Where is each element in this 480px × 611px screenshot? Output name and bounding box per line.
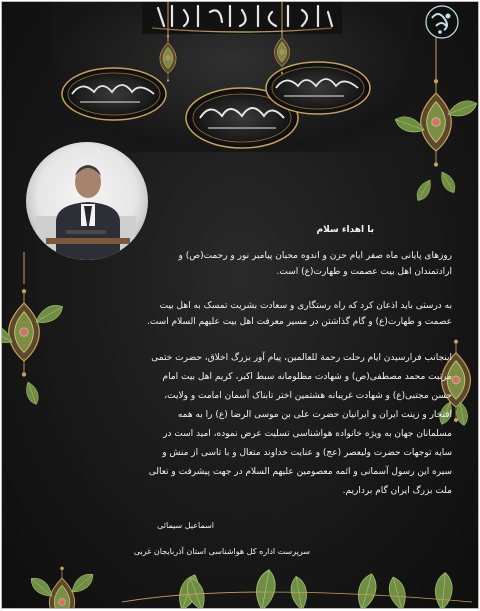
paragraph3-line5: مسلمانان جهان به ویژه خانواده هواشناسی تسلیت عرض نموده، امید است در bbox=[163, 429, 452, 439]
paragraph3-line8: ملت بزرگ ایران گام برداریم. bbox=[342, 486, 452, 496]
ornament-left bbox=[2, 252, 66, 406]
paragraph2-line1: به درستی باید اذعان کرد که راه رستگاری و سعادت بشریت تمسک به اهل بیت bbox=[159, 301, 452, 311]
letter-frame bbox=[1, 1, 479, 609]
bottom-foliage bbox=[122, 568, 472, 609]
ornament-right-upper bbox=[393, 22, 479, 203]
paragraph3-line3: حسن مجتبی(ع) و شهادت غریبانه هشتمین اختر تابناک آسمان امامت و ولایت، bbox=[164, 391, 452, 401]
paragraph3-line2: مرتبت محمد مصطفی(ص) و شهادت مظلومانه سبط اکبر، کریم اهل بیت امام bbox=[162, 372, 452, 382]
greeting: با اهداء سلام bbox=[316, 225, 374, 235]
paragraph3-line6: سایه توجهات حضرت ولیعصر (عج) و عنایت خداوند متعال و با تاسی از منش و bbox=[162, 448, 452, 458]
meteorology-org-logo-icon bbox=[426, 6, 458, 38]
paragraph3-line4: افتخار و زینت ایران و ایرانیان حضرت علی بن موسی الرضا (ع) را به همه bbox=[177, 410, 452, 420]
signature-name: اسماعیل سیمائی bbox=[157, 521, 214, 530]
medallion-right bbox=[266, 62, 370, 114]
paragraph1-line2: ارادتمندان اهل بیت عصمت و طهارت(ع) است. bbox=[276, 267, 452, 277]
official-portrait bbox=[26, 142, 148, 260]
paragraph2-line2: عصمت و طهارت(ع) و گام گذاشتن در مسیر معرفت اهل بیت علیهم السلام است. bbox=[146, 317, 452, 327]
paragraph3-line1: اینجانب فرارسیدن ایام رحلت رحمة للعالمین، پیام آور بزرگ اخلاق، حضرت ختمی bbox=[151, 353, 452, 363]
medallion-left bbox=[62, 68, 166, 120]
paragraph1-line1: روزهای پایانی ماه صفر ایام حزن و اندوه محبان پیامبر نور و رحمت(ص) و bbox=[178, 251, 452, 261]
paragraph3-line7: سیره این رسول آسمانی و ائمه معصومین علیهم السلام در جهت پیشرفت و تعالی bbox=[148, 467, 452, 477]
signature-title: سرپرست اداره کل هواشناسی استان آذربایجان غربی bbox=[133, 547, 310, 556]
ornament-bottom-left bbox=[27, 567, 96, 609]
top-calligraphy-band bbox=[142, 2, 342, 34]
